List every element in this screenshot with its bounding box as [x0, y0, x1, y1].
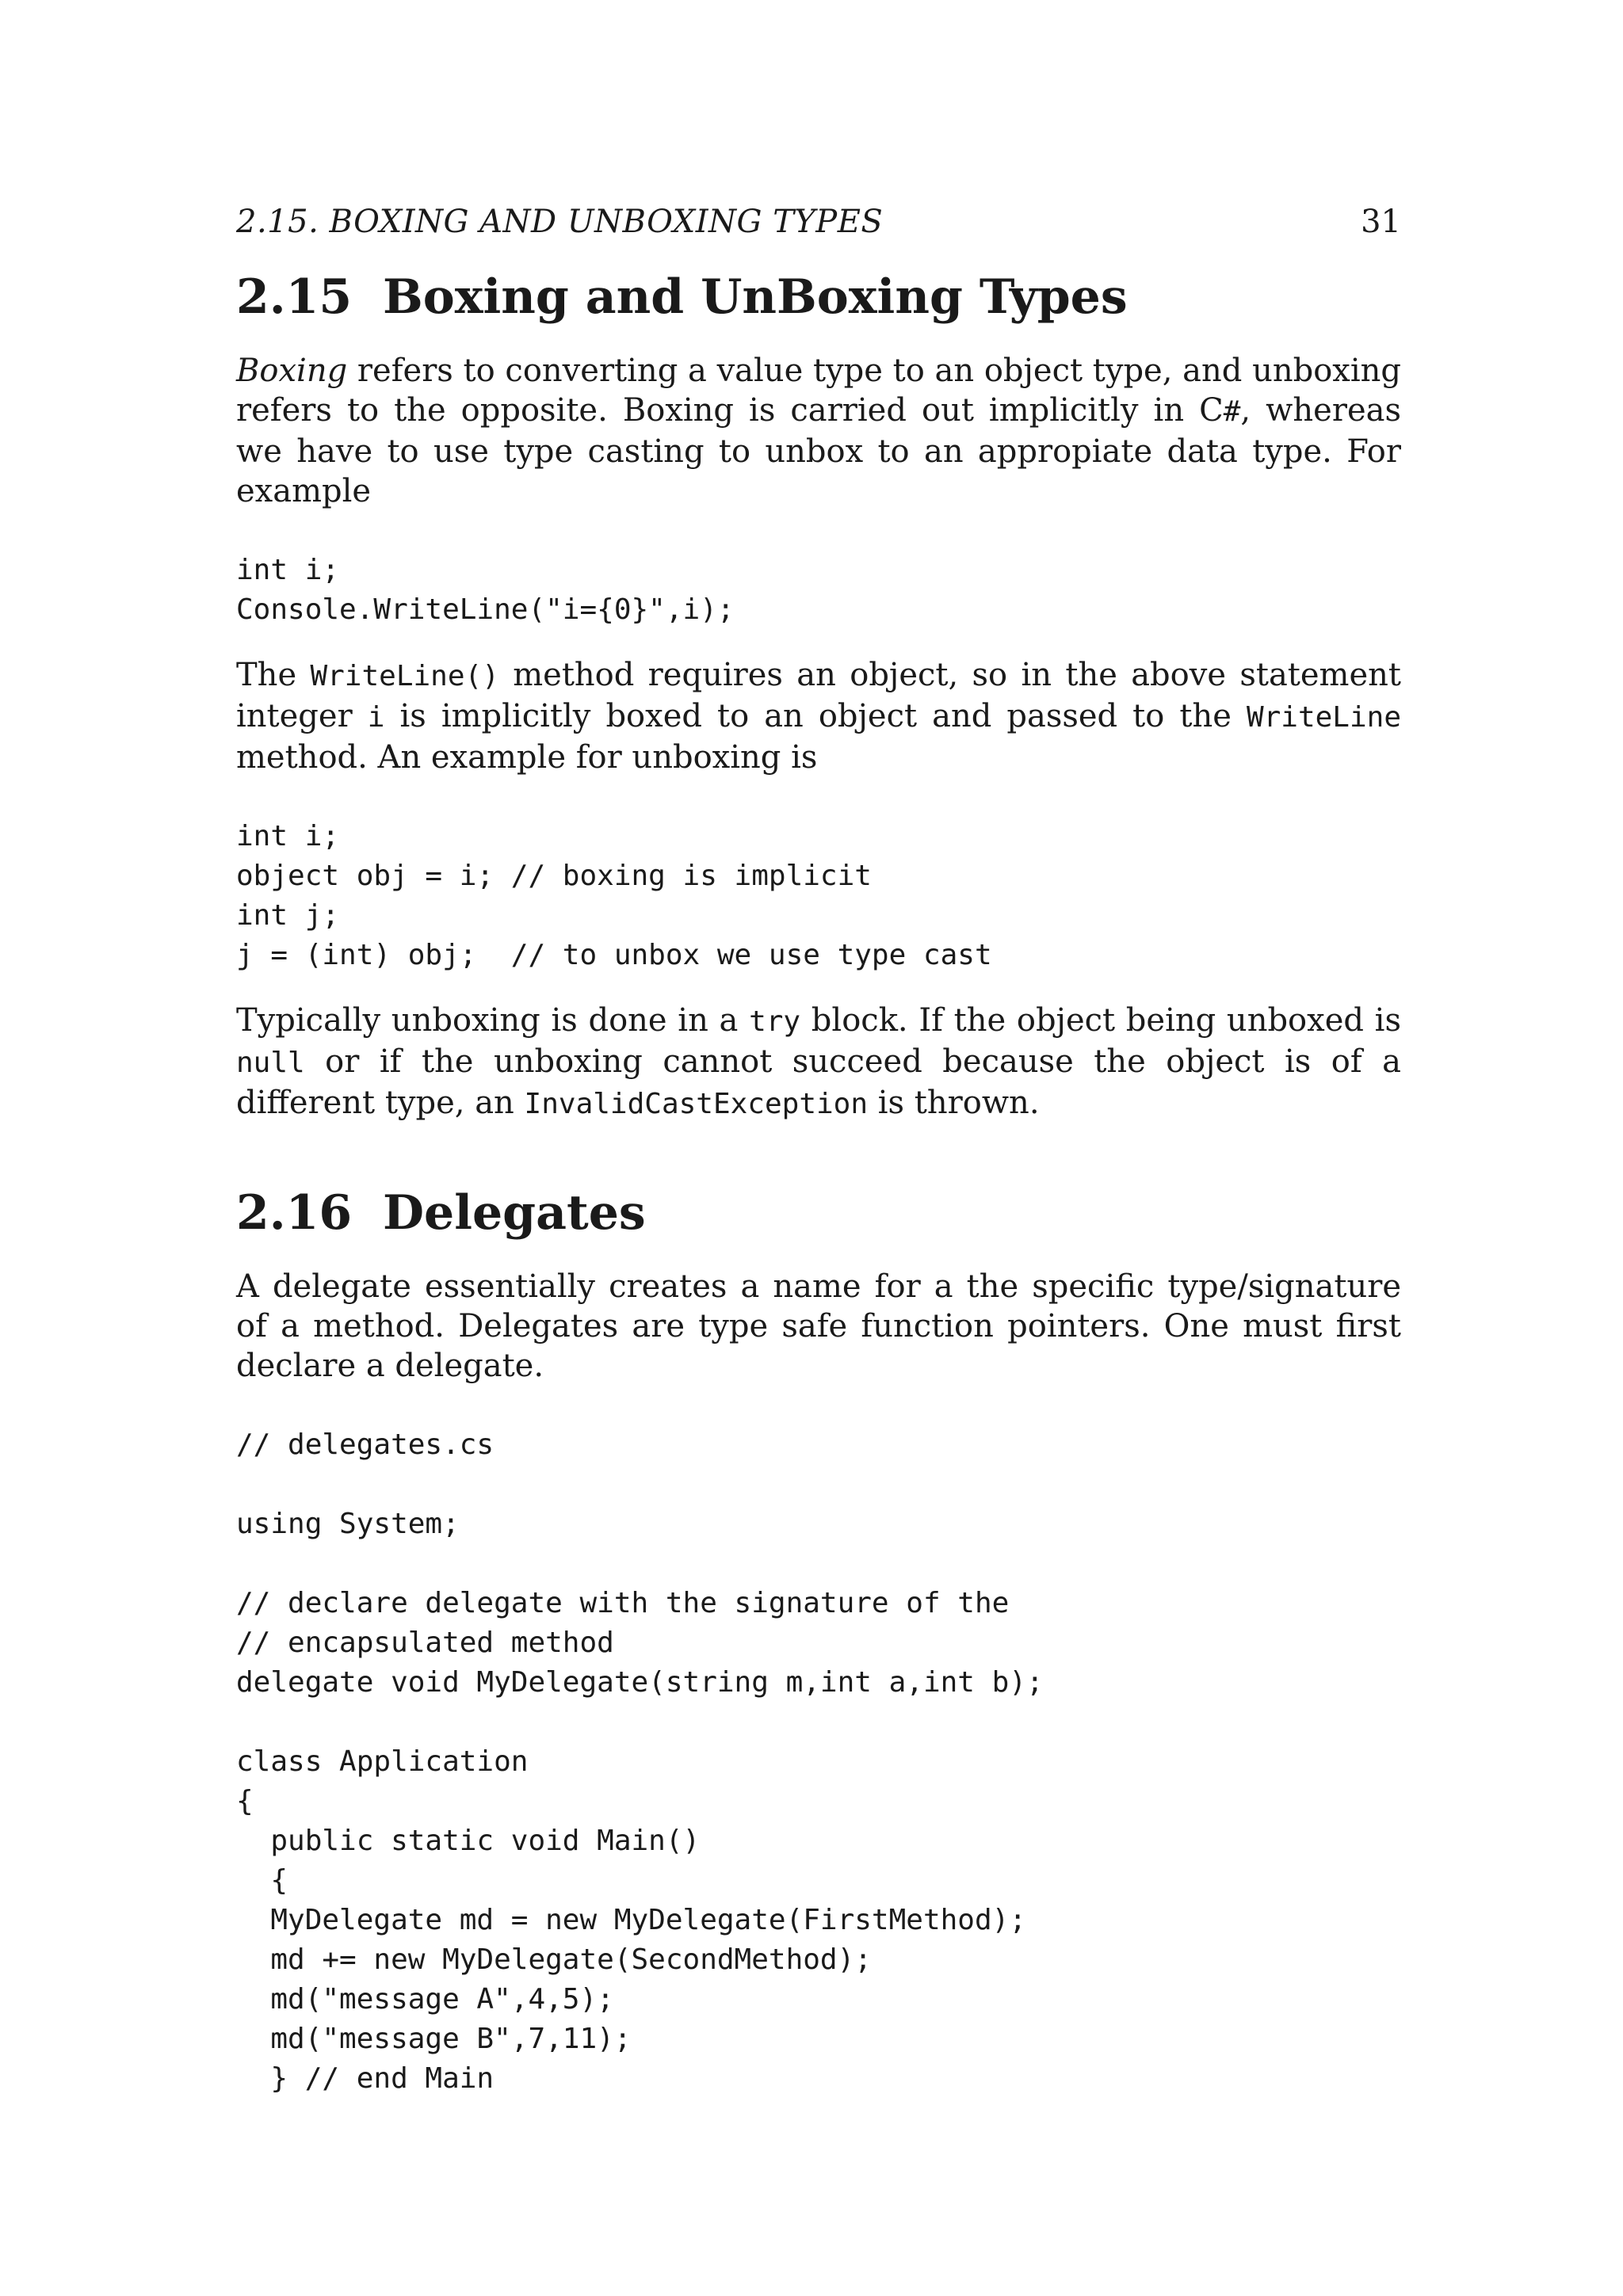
code-line: md += new MyDelegate(SecondMethod);	[236, 1943, 872, 1976]
code-block-unboxing	[236, 817, 1401, 975]
emphasis-boxing: Boxing	[236, 353, 348, 389]
code-line: int i;	[236, 820, 340, 852]
document-page	[236, 198, 1401, 2099]
code-line: // delegates.cs	[236, 1428, 495, 1461]
section-heading-2-15	[236, 268, 1401, 327]
paragraph-text: The	[236, 657, 311, 693]
code-line: md("message B",7,11);	[236, 2023, 632, 2055]
inline-code: WriteLine()	[310, 660, 499, 692]
section-title: Delegates	[383, 1185, 646, 1241]
inline-code: try	[749, 1005, 801, 1038]
paragraph-text: , whereas we have to use type casting to unbox to an appropiate data type. For example	[236, 392, 1401, 509]
code-line: {	[236, 1785, 254, 1817]
code-line	[236, 1703, 1401, 1742]
section-number: 2.16	[236, 1185, 353, 1241]
paragraph-text: block. If the object being unboxed is	[800, 1002, 1401, 1039]
code-line: delegate void MyDelegate(string m,int a,int b);	[236, 1666, 1044, 1699]
code-block-delegates	[236, 1425, 1401, 2099]
paragraph-text: Typically unboxing is done in a	[236, 1002, 750, 1039]
code-line	[236, 1544, 1401, 1584]
code-line: public static void Main()	[236, 1825, 701, 1857]
inline-code: #	[1223, 395, 1241, 428]
code-line: md("message A",4,5);	[236, 1983, 614, 2016]
code-line: int j;	[236, 899, 340, 932]
code-line: j = (int) obj; // to unbox we use type cast	[236, 939, 992, 971]
code-line	[236, 1465, 1401, 1505]
code-line: Console.WriteLine("i={0}",i);	[236, 593, 735, 626]
unboxing-exception-paragraph	[236, 1001, 1401, 1124]
section-heading-2-16	[236, 1184, 1401, 1243]
inline-code: null	[236, 1047, 305, 1079]
code-line: // encapsulated method	[236, 1627, 614, 1659]
paragraph-text: is thrown.	[868, 1085, 1040, 1121]
running-header	[236, 198, 1401, 246]
inline-code: InvalidCastException	[524, 1088, 869, 1120]
paragraph-text: method requires an object, so in the above statement integer	[236, 657, 1401, 734]
code-line: object obj = i; // boxing is implicit	[236, 860, 872, 892]
delegates-intro-paragraph: A delegate essentially creates a name for a the specific type/signature of a method. Delegates are type safe function pointers. One must first declare a delegate.	[236, 1268, 1401, 1384]
boxing-intro-paragraph	[236, 351, 1401, 511]
inline-code: WriteLine	[1246, 701, 1402, 734]
section-title: Boxing and UnBoxing Types	[383, 269, 1128, 325]
code-line: int i;	[236, 554, 340, 586]
running-header-title: 2.15. BOXING AND UNBOXING TYPES	[236, 204, 884, 240]
code-line: // declare delegate with the signature of the	[236, 1587, 1010, 1619]
paragraph-text: is implicitly boxed to an object and passed to the	[384, 698, 1247, 734]
paragraph-text: refers to converting a value type to an object type, and unboxing refers to the opposite. Boxing is carried out implicitly in C	[236, 353, 1402, 429]
paragraph-text: or if the unboxing cannot succeed because the object is of a different type, an	[236, 1043, 1401, 1121]
code-line: using System;	[236, 1508, 460, 1540]
code-line: {	[236, 1864, 288, 1897]
writeline-paragraph	[236, 655, 1401, 777]
code-line: class Application	[236, 1745, 529, 1778]
code-block-boxing	[236, 551, 1401, 630]
section-number: 2.15	[236, 269, 353, 325]
code-line: MyDelegate md = new MyDelegate(FirstMethod);	[236, 1904, 1026, 1936]
inline-code: i	[367, 701, 385, 734]
code-line: } // end Main	[236, 2062, 495, 2095]
page-number: 31	[1361, 204, 1401, 240]
paragraph-text: method. An example for unboxing is	[236, 739, 818, 776]
